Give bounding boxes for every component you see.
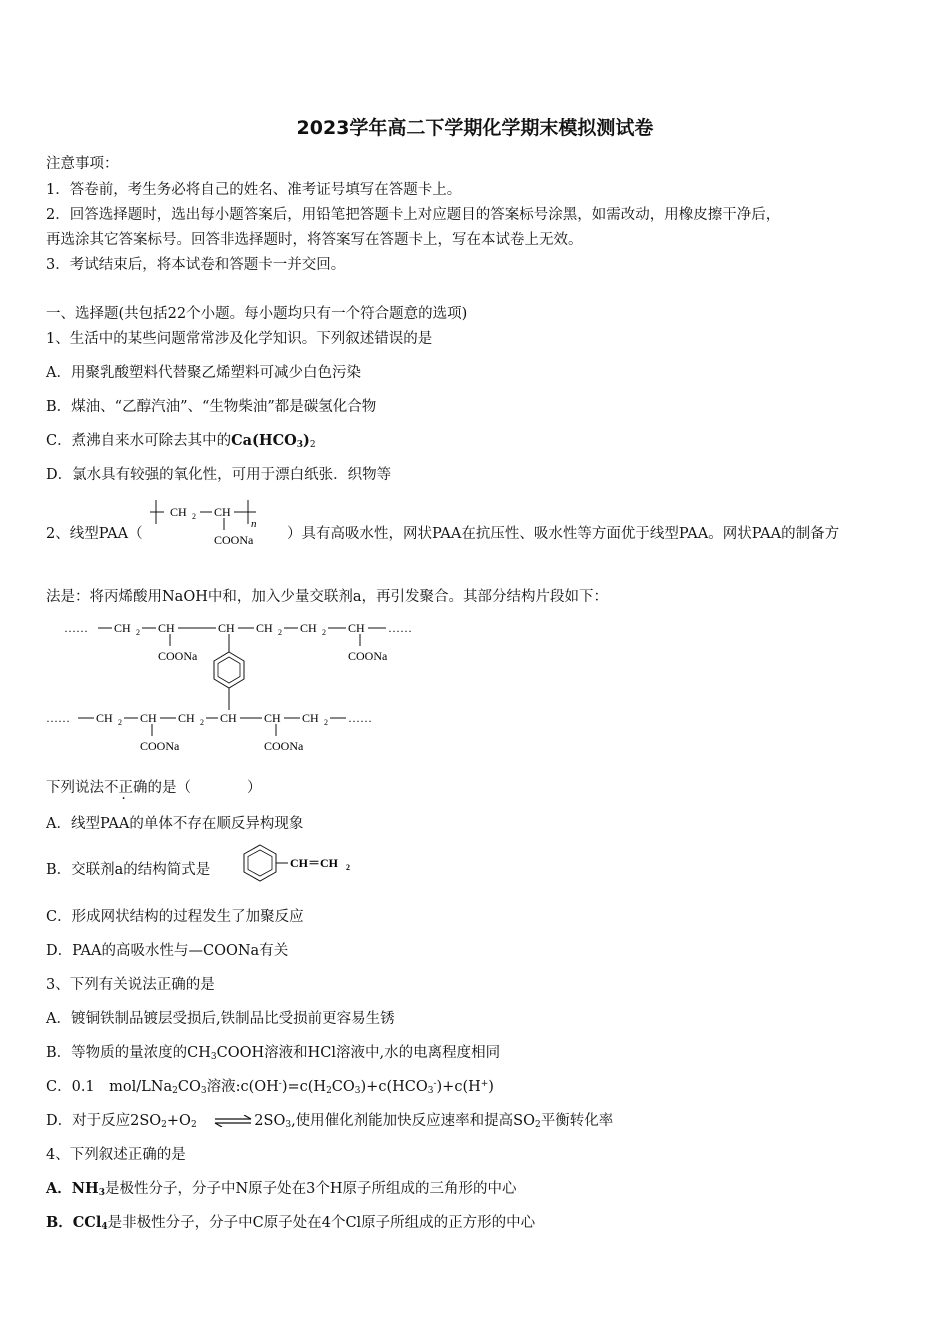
equilibrium-arrow-icon: [213, 1115, 253, 1127]
notice-heading: 注意事项：: [46, 156, 119, 172]
chain-top-ch-3: CH: [348, 621, 365, 635]
chain-top-ch2-2: CH: [256, 621, 273, 635]
q2-ask-pre: 下列说法: [46, 780, 104, 796]
chain-bot-coona-2: COONa: [264, 739, 304, 753]
q2-ask-end: ）: [247, 780, 262, 796]
q3-c-mid5: )+c(HCO: [360, 1079, 428, 1095]
chain-bot-ch-2: CH: [220, 711, 237, 725]
q4-option-a: [46, 1177, 517, 1198]
q2-stem-pre: 2、线型PAA（: [46, 526, 143, 542]
chain-bot-ch2-3-sub: 2: [324, 718, 328, 727]
q3-d-mid3: ,使用催化剂能加快反应速率和提高SO: [291, 1113, 536, 1129]
chain-top-ch2-3: CH: [300, 621, 317, 635]
chain-bot-ch2-1: CH: [96, 711, 113, 725]
q3-c-sup2: -: [433, 1079, 437, 1089]
q4-stem: 4、下列叙述正确的是: [46, 1147, 186, 1163]
q3-c-mid1: CO: [177, 1079, 201, 1095]
notice-item-1: 1．答卷前，考生务必将自己的姓名、准考证号填写在答题卡上。: [46, 182, 462, 198]
q3-c-sub3: 2: [326, 1086, 332, 1096]
q3-c-pre: C．0.1 mol/LNa: [46, 1079, 173, 1095]
paa-ch2: CH: [170, 505, 187, 519]
q3-c-sup3: +: [480, 1079, 489, 1089]
q1-option-c: [46, 429, 316, 450]
chain-bot-coona-1: COONa: [140, 739, 180, 753]
chain-bot-ch2-3: CH: [302, 711, 319, 725]
chain-bot-ch2-1-sub: 2: [118, 718, 122, 727]
q3-b-post: COOH溶液和HCl溶液中,水的电离程度相同: [216, 1045, 501, 1061]
q1-c-sub2: 2: [309, 440, 316, 450]
chain-bot-ch-3: CH: [264, 711, 281, 725]
chain-dots-right-bottom: ……: [348, 711, 372, 725]
chain-bot-ch-1: CH: [140, 711, 157, 725]
q2-stem-2: 法是：将丙烯酸用NaOH中和，加入少量交联剂a，再引发聚合。其部分结构片段如下：: [46, 589, 609, 605]
q3-c-sub4: 3: [354, 1086, 361, 1096]
notice-item-2b: 再选涂其它答案标号。回答非选择题时，将答案写在答题卡上，写在本试卷上无效。: [46, 232, 583, 248]
q4-option-b: [46, 1211, 535, 1232]
chain-top-ch-2: CH: [218, 621, 235, 635]
q1-c-paren: ): [303, 432, 310, 449]
q4-a-post: 是极性分子，分子中N原子处在3个H原子所组成的三角形的中心: [104, 1181, 517, 1197]
q3-c-mid2: 溶液:c(OH: [206, 1079, 279, 1095]
q3-d-sub4: 2: [535, 1120, 541, 1130]
styrene-vinyl: CH＝CH: [290, 856, 339, 870]
q4-a-sub: 3: [98, 1188, 105, 1198]
q3-c-sup1: -: [278, 1079, 282, 1089]
linear-paa-formula: [146, 494, 286, 552]
q3-c-end: ): [488, 1079, 494, 1095]
q1-c-text: C．煮沸自来水可除去其中的: [46, 433, 232, 449]
q3-c-mid4: CO: [331, 1079, 355, 1095]
chain-top-ch2-1: CH: [114, 621, 131, 635]
q3-d-sub1: 2: [161, 1120, 167, 1130]
paa-ch2-sub: 2: [192, 512, 196, 521]
chain-dots-left-bottom: ……: [46, 711, 70, 725]
chain-top-ch2-2-sub: 2: [278, 628, 282, 637]
q2-stem-post: ）具有高吸水性，网状PAA在抗压性、吸水性等方面优于线型PAA。网状PAA的制备方: [287, 526, 840, 542]
q2-ask-emph: 不正确: [104, 780, 148, 796]
q3-c-sub1: 2: [172, 1086, 178, 1096]
q1-c-formula: Ca(HCO: [231, 432, 297, 449]
q3-option-b: [46, 1041, 500, 1062]
chain-bot-ch2-2-sub: 2: [200, 718, 204, 727]
q1-stem: 1、生活中的某些问题常常涉及化学知识。下列叙述错误的是: [46, 331, 433, 347]
q3-stem: 3、下列有关说法正确的是: [46, 977, 215, 993]
q3-b-sub: 3: [210, 1052, 217, 1062]
section-heading: 一、选择题(共包括22个小题。每小题均只有一个符合题意的选项): [46, 306, 468, 322]
q1-c-sub: 3: [296, 440, 304, 450]
paa-coona: COONa: [214, 533, 254, 547]
paa-n: n: [251, 518, 257, 530]
q3-option-a: A．镀铜铁制品镀层受损后,铁制品比受损前更容易生锈: [46, 1011, 395, 1027]
notice-item-3: 3．考试结束后，将本试卷和答题卡一并交回。: [46, 257, 346, 273]
styrene-structure: [240, 842, 360, 882]
q2-option-d: D．PAA的高吸水性与—COONa有关: [46, 943, 289, 959]
chain-bot-ch2-2: CH: [178, 711, 195, 725]
q2-option-b: [46, 858, 210, 879]
q3-d-end: 平衡转化率: [540, 1113, 614, 1129]
q2-option-c: C．形成网状结构的过程发生了加聚反应: [46, 909, 304, 925]
q2-option-a: A．线型PAA的单体不存在顺反异构现象: [46, 816, 304, 832]
q4-b-pre: B．CCl: [46, 1214, 102, 1231]
styrene-vinyl-sub: 2: [346, 863, 350, 872]
paa-ch: CH: [214, 505, 231, 519]
q4-b-post: 是非极性分子，分子中C原子处在4个Cl原子所组成的正方形的中心: [107, 1215, 536, 1231]
q3-d-mid2: 2SO: [254, 1113, 286, 1129]
q3-c-sub2: 3: [200, 1086, 207, 1096]
chain-top-ch2-1-sub: 2: [136, 628, 140, 637]
q3-c-mid6: )+c(H: [436, 1079, 481, 1095]
exam-title: 2023学年高二下学期化学期末模拟测试卷: [296, 117, 654, 139]
q1-option-b: B．煤油、“乙醇汽油”、“生物柴油”都是碳氢化合物: [46, 399, 377, 415]
chain-top-coona-1: COONa: [158, 649, 198, 663]
network-paa-structure: [46, 612, 426, 762]
q2-ask: [46, 776, 262, 797]
chain-top-ch-1: CH: [158, 621, 175, 635]
q3-option-c: [46, 1075, 494, 1096]
q3-d-sub2: 2: [190, 1120, 197, 1130]
notice-item-2a: 2．回答选择题时，选出每小题答案后，用铅笔把答题卡上对应题目的答案标号涂黑，如需改动，用橡皮擦干净后，: [46, 207, 781, 223]
q1-option-d: D．氯水具有较强的氧化性，可用于漂白纸张．织物等: [46, 467, 392, 483]
q3-option-d: [46, 1109, 613, 1130]
q3-b-pre: B．等物质的量浓度的CH: [46, 1045, 211, 1061]
q3-d-mid1: +O: [166, 1113, 191, 1129]
q4-a-pre: A．NH: [46, 1180, 99, 1197]
q1-option-a: A．用聚乳酸塑料代替聚乙烯塑料可减少白色污染: [46, 365, 361, 381]
q3-d-pre: D．对于反应2SO: [46, 1113, 162, 1129]
q3-c-mid3: )=c(H: [281, 1079, 327, 1095]
q3-c-sub5: 3: [427, 1086, 434, 1096]
q3-d-sub3: 3: [285, 1120, 292, 1130]
chain-top-coona-2: COONa: [348, 649, 388, 663]
q2-b-text: B．交联剂a的结构简式是: [46, 862, 211, 878]
q2-ask-post: 的是（: [147, 780, 191, 796]
chain-top-ch2-3-sub: 2: [322, 628, 326, 637]
chain-dots-right-top: ……: [388, 621, 412, 635]
chain-dots-left-top: ……: [64, 621, 88, 635]
q4-b-sub: 4: [101, 1222, 108, 1232]
